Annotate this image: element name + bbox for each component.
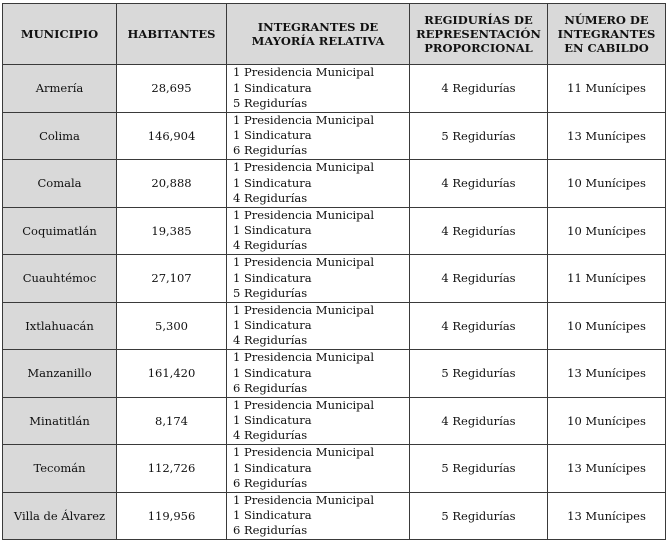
cell-habitantes: 161,420	[117, 350, 227, 398]
integrante-regidurias: 4 Regidurías	[233, 333, 308, 348]
cell-cabildo: 10 Munícipes	[548, 397, 666, 445]
cell-regidurias: 4 Regidurías	[410, 255, 548, 303]
cell-integrantes	[227, 65, 410, 113]
cell-municipio: Armería	[3, 65, 117, 113]
cell-regidurias: 5 Regidurías	[410, 350, 548, 398]
cell-cabildo: 13 Munícipes	[548, 112, 666, 160]
table-row	[3, 350, 666, 398]
cell-integrantes	[227, 350, 410, 398]
table-row	[3, 207, 666, 255]
cell-integrantes	[227, 255, 410, 303]
cell-habitantes: 5,300	[117, 302, 227, 350]
integrante-sindicatura: 1 Sindicatura	[233, 318, 312, 333]
integrante-presidencia: 1 Presidencia Municipal	[233, 255, 375, 270]
integrante-presidencia: 1 Presidencia Municipal	[233, 112, 375, 127]
cell-cabildo: 13 Munícipes	[548, 350, 666, 398]
integrante-sindicatura: 1 Sindicatura	[233, 460, 312, 475]
header-regidurias: REGIDURÍAS DE REPRESENTACIÓN PROPORCIONAL	[410, 4, 548, 65]
integrante-sindicatura: 1 Sindicatura	[233, 270, 312, 285]
cell-cabildo: 10 Munícipes	[548, 302, 666, 350]
cell-habitantes: 146,904	[117, 112, 227, 160]
integrante-sindicatura: 1 Sindicatura	[233, 175, 312, 190]
header-integrantes: INTEGRANTES DE MAYORÍA RELATIVA	[227, 4, 410, 65]
cell-habitantes: 8,174	[117, 397, 227, 445]
cell-integrantes	[227, 207, 410, 255]
cell-municipio: Coquimatlán	[3, 207, 117, 255]
header-numero-integrantes: NÚMERO DE INTEGRANTES EN CABILDO	[548, 4, 666, 65]
cabildo-table	[2, 3, 666, 540]
integrante-presidencia: 1 Presidencia Municipal	[233, 492, 375, 507]
cell-regidurias: 5 Regidurías	[410, 445, 548, 493]
cell-habitantes: 119,956	[117, 492, 227, 540]
cell-habitantes: 19,385	[117, 207, 227, 255]
integrante-sindicatura: 1 Sindicatura	[233, 80, 312, 95]
integrante-regidurias: 6 Regidurías	[233, 475, 308, 490]
integrante-regidurias: 4 Regidurías	[233, 190, 308, 205]
cell-integrantes	[227, 445, 410, 493]
integrante-regidurias: 5 Regidurías	[233, 285, 308, 300]
table-row	[3, 492, 666, 540]
cell-municipio: Comala	[3, 160, 117, 208]
cell-municipio: Tecomán	[3, 445, 117, 493]
cell-integrantes	[227, 160, 410, 208]
integrante-presidencia: 1 Presidencia Municipal	[233, 397, 375, 412]
cell-regidurias: 4 Regidurías	[410, 207, 548, 255]
table-row	[3, 112, 666, 160]
header-row	[3, 4, 666, 65]
table-row	[3, 302, 666, 350]
cell-habitantes: 27,107	[117, 255, 227, 303]
cell-integrantes	[227, 397, 410, 445]
integrante-regidurias: 6 Regidurías	[233, 523, 308, 538]
integrante-presidencia: 1 Presidencia Municipal	[233, 445, 375, 460]
integrante-regidurias: 6 Regidurías	[233, 143, 308, 158]
integrante-presidencia: 1 Presidencia Municipal	[233, 302, 375, 317]
cell-cabildo: 11 Munícipes	[548, 65, 666, 113]
cell-cabildo: 13 Munícipes	[548, 445, 666, 493]
integrante-sindicatura: 1 Sindicatura	[233, 365, 312, 380]
integrante-sindicatura: 1 Sindicatura	[233, 413, 312, 428]
integrante-presidencia: 1 Presidencia Municipal	[233, 65, 375, 80]
cell-regidurias: 4 Regidurías	[410, 65, 548, 113]
cell-cabildo: 11 Munícipes	[548, 255, 666, 303]
integrante-sindicatura: 1 Sindicatura	[233, 223, 312, 238]
cell-regidurias: 4 Regidurías	[410, 397, 548, 445]
table-row	[3, 397, 666, 445]
cell-habitantes: 112,726	[117, 445, 227, 493]
cell-municipio: Minatitlán	[3, 397, 117, 445]
cell-regidurias: 4 Regidurías	[410, 302, 548, 350]
table-row	[3, 65, 666, 113]
table-row	[3, 255, 666, 303]
integrante-presidencia: 1 Presidencia Municipal	[233, 207, 375, 222]
cell-regidurias: 5 Regidurías	[410, 492, 548, 540]
cell-municipio: Villa de Álvarez	[3, 492, 117, 540]
cell-municipio: Manzanillo	[3, 350, 117, 398]
cell-municipio: Colima	[3, 112, 117, 160]
cell-cabildo: 10 Munícipes	[548, 160, 666, 208]
integrante-presidencia: 1 Presidencia Municipal	[233, 350, 375, 365]
cell-regidurias: 4 Regidurías	[410, 160, 548, 208]
integrante-sindicatura: 1 Sindicatura	[233, 508, 312, 523]
cell-municipio: Ixtlahuacán	[3, 302, 117, 350]
integrante-regidurias: 4 Regidurías	[233, 238, 308, 253]
cell-regidurias: 5 Regidurías	[410, 112, 548, 160]
table-row	[3, 445, 666, 493]
cell-integrantes	[227, 302, 410, 350]
integrante-regidurias: 5 Regidurías	[233, 95, 308, 110]
cell-municipio: Cuauhtémoc	[3, 255, 117, 303]
integrante-regidurias: 4 Regidurías	[233, 428, 308, 443]
header-habitantes: HABITANTES	[117, 4, 227, 65]
cell-cabildo: 10 Munícipes	[548, 207, 666, 255]
table-row	[3, 160, 666, 208]
cell-habitantes: 20,888	[117, 160, 227, 208]
header-municipio: MUNICIPIO	[3, 4, 117, 65]
integrante-regidurias: 6 Regidurías	[233, 380, 308, 395]
integrante-sindicatura: 1 Sindicatura	[233, 128, 312, 143]
cell-integrantes	[227, 112, 410, 160]
cell-cabildo: 13 Munícipes	[548, 492, 666, 540]
integrante-presidencia: 1 Presidencia Municipal	[233, 160, 375, 175]
cell-integrantes	[227, 492, 410, 540]
cell-habitantes: 28,695	[117, 65, 227, 113]
